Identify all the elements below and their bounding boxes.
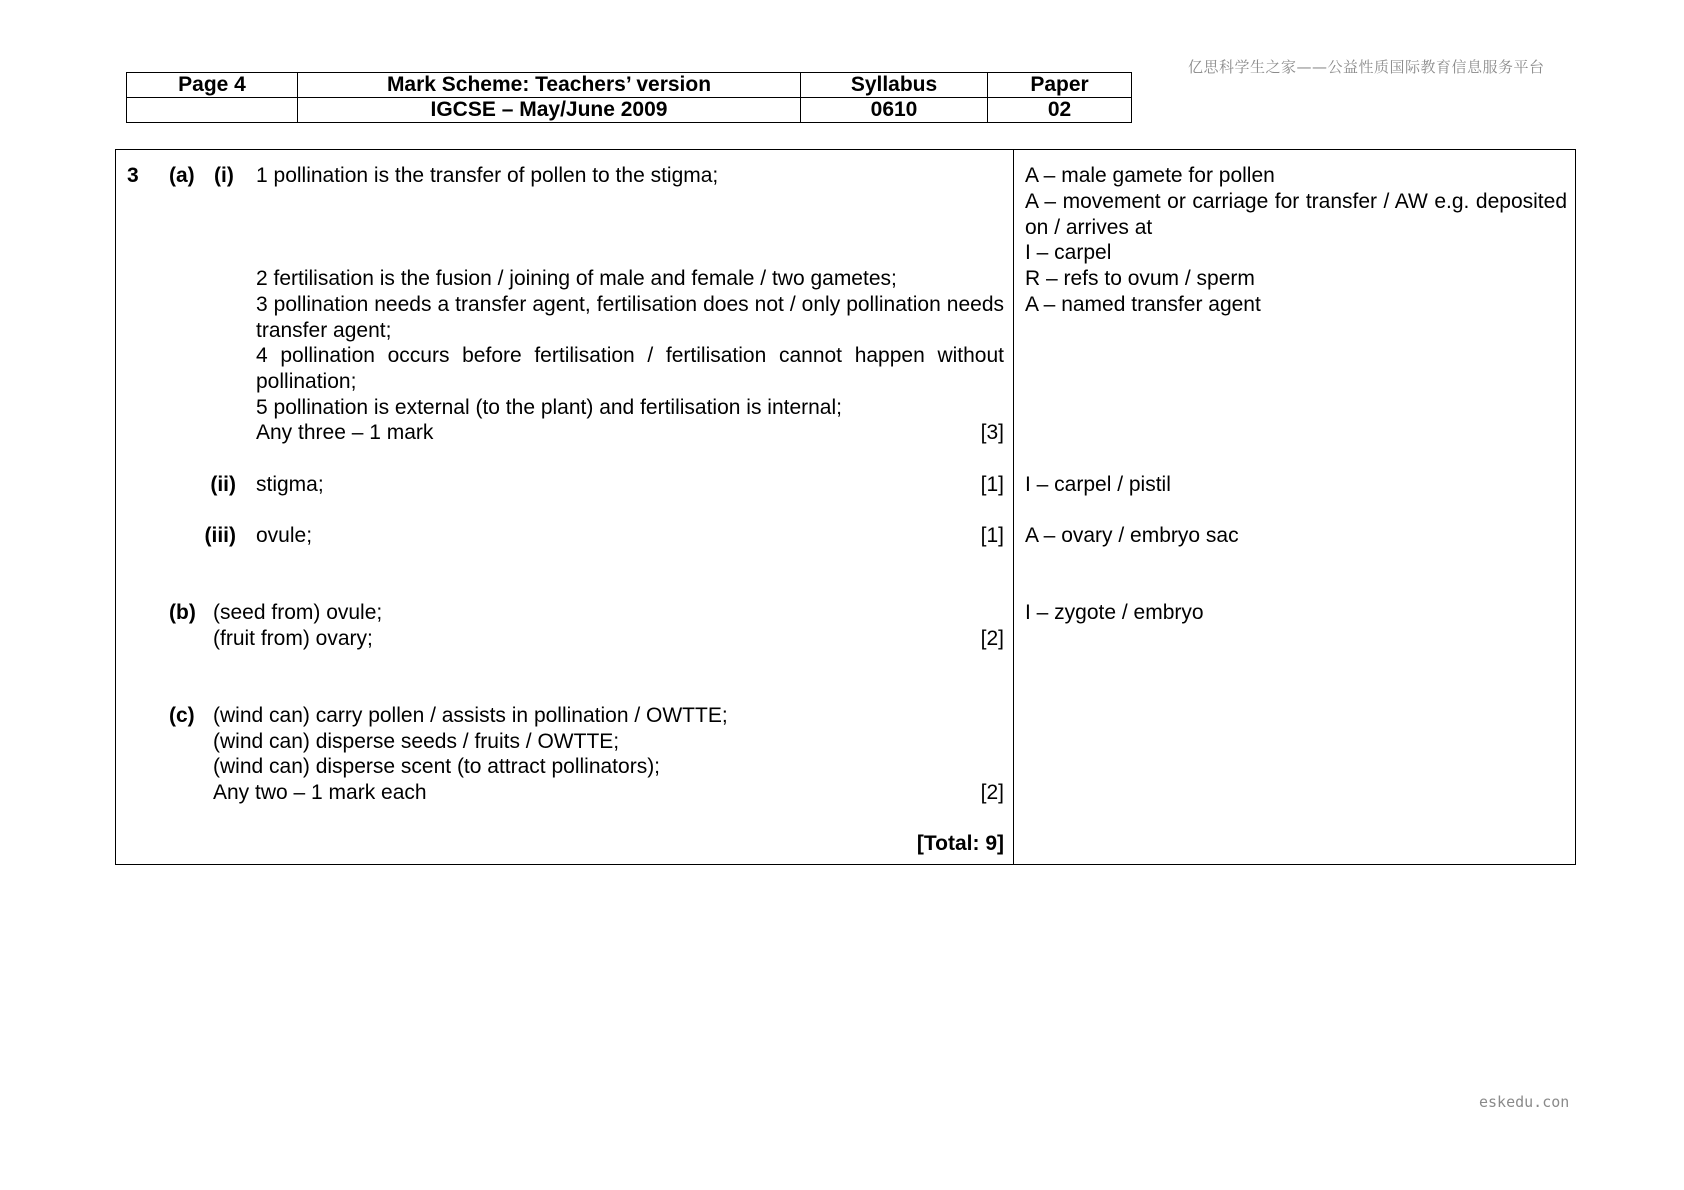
a-i-point-4: 4 pollination occurs before fertilisation / fertilisation cannot happen without pollination; (256, 344, 1004, 393)
a-iii-marks: [1] (980, 524, 1004, 547)
a-ii-note: I – carpel / pistil (1025, 473, 1171, 496)
question-number: 3 (127, 164, 139, 187)
paper-label: Paper (988, 73, 1132, 98)
a-i-marks: [3] (980, 421, 1004, 444)
question-total: [Total: 9] (916, 832, 1004, 855)
a-i-point-3: 3 pollination needs a transfer agent, fertilisation does not / only pollination needs transfer agent; (256, 293, 1004, 342)
watermark-top: 亿思科学生之家——公益性质国际教育信息服务平台 (1188, 58, 1545, 76)
part-b-label: (b) (169, 601, 196, 624)
a-ii-marks: [1] (980, 473, 1004, 496)
part-a-i-label: (i) (214, 164, 234, 187)
a-i-note-5: A – named transfer agent (1025, 293, 1261, 316)
a-i-note-3: I – carpel (1025, 241, 1112, 264)
a-i-note-4: R – refs to ovum / sperm (1025, 267, 1255, 290)
header-table (126, 72, 1132, 123)
header-row-1 (127, 73, 1132, 98)
b-line-1: (seed from) ovule; (213, 601, 383, 624)
a-ii-answer: stigma; (256, 473, 324, 496)
column-divider (1013, 149, 1014, 865)
a-i-note-1: A – male gamete for pollen (1025, 164, 1275, 187)
b-line-2: (fruit from) ovary; (213, 627, 373, 650)
c-line-1: (wind can) carry pollen / assists in pollination / OWTTE; (213, 704, 728, 727)
header-row-2 (127, 98, 1132, 123)
part-a-iii-label: (iii) (204, 524, 236, 547)
a-i-note-2: A – movement or carriage for transfer / AW e.g. deposited on / arrives at (1025, 190, 1567, 239)
document-title: Mark Scheme: Teachers’ version (298, 73, 801, 98)
syllabus-label: Syllabus (801, 73, 988, 98)
a-i-point-2: 2 fertilisation is the fusion / joining of male and female / two gametes; (256, 267, 897, 290)
page-number: Page 4 (127, 73, 298, 98)
part-c-label: (c) (169, 704, 195, 727)
exam-session: IGCSE – May/June 2009 (298, 98, 801, 123)
c-line-3: (wind can) disperse scent (to attract pollinators); (213, 755, 661, 778)
watermark-bottom: eskedu.con (1479, 1093, 1570, 1111)
c-line-2: (wind can) disperse seeds / fruits / OWTTE; (213, 730, 620, 753)
a-i-point-5: 5 pollination is external (to the plant) and fertilisation is internal; (256, 396, 842, 419)
part-a-label: (a) (169, 164, 195, 187)
c-rule: Any two – 1 mark each (213, 781, 427, 804)
a-i-point-1: 1 pollination is the transfer of pollen to the stigma; (256, 164, 719, 187)
part-a-ii-label: (ii) (210, 473, 236, 496)
header-empty-cell (127, 98, 298, 123)
a-iii-answer: ovule; (256, 524, 313, 547)
syllabus-code: 0610 (801, 98, 988, 123)
paper-number: 02 (988, 98, 1132, 123)
b-marks: [2] (980, 627, 1004, 650)
a-i-rule: Any three – 1 mark (256, 421, 434, 444)
a-iii-note: A – ovary / embryo sac (1025, 524, 1239, 547)
b-note: I – zygote / embryo (1025, 601, 1204, 624)
c-marks: [2] (980, 781, 1004, 804)
